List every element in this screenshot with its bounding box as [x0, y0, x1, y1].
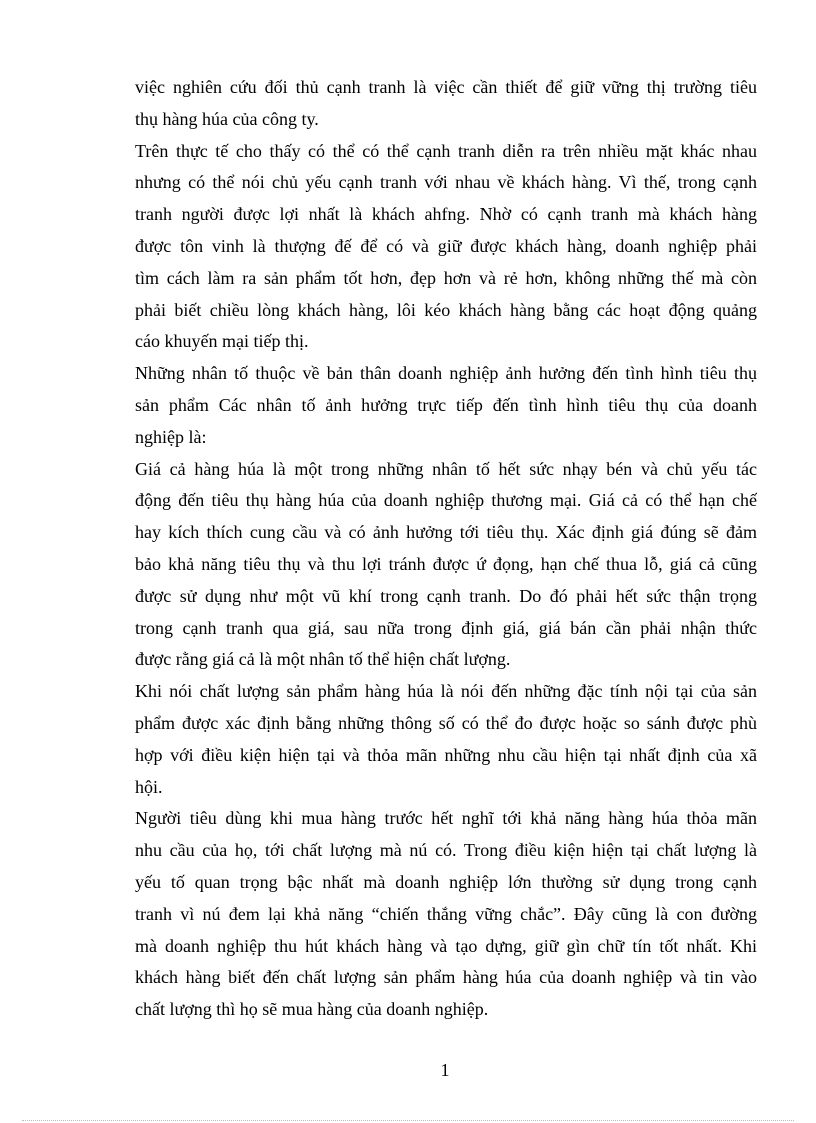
text-line: Khi nói chất lượng sản phẩm hàng húa là nói đến những đặc tính nội tại của sản — [135, 681, 757, 702]
page-bottom-divider — [22, 1120, 794, 1121]
text-line: được sử dụng như một vũ khí trong cạnh tranh. Do đó phải hết sức thận trọng — [135, 585, 757, 606]
text-line: phải biết chiều lòng khách hàng, lôi kéo khách hàng bằng các hoạt động quảng — [135, 299, 757, 320]
text-line: được tôn vinh là thượng đế để có và giữ được khách hàng, doanh nghiệp phải — [135, 235, 757, 256]
text-line: động đến tiêu thụ hàng húa của doanh nghiệp thương mại. Giá cả có thể hạn chế — [135, 490, 757, 511]
text-line: tìm cách làm ra sản phẩm tốt hơn, đẹp hơn và rẻ hơn, không những thế mà còn — [135, 267, 757, 288]
text-line: bảo khả năng tiêu thụ và thu lợi tránh được ứ đọng, hạn chế thua lỗ, giá cả cũng — [135, 553, 757, 574]
text-line: chất lượng thì họ sẽ mua hàng của doanh nghiệp. — [135, 999, 489, 1020]
text-line: mà doanh nghiệp thu hút khách hàng và tạo dựng, giữ gìn chữ tín tốt nhất. Khi — [135, 935, 757, 956]
text-line: thụ hàng húa của công ty. — [135, 108, 319, 129]
text-line: nghiệp là: — [135, 426, 207, 447]
text-line: nhưng có thể nói chủ yếu cạnh tranh với nhau về khách hàng. Vì thế, trong cạnh — [135, 172, 757, 193]
text-line: phẩm được xác định bằng những thông số có thể đo được hoặc so sánh được phù — [135, 712, 757, 733]
text-line: được rằng giá cả là một nhân tố thể hiện chất lượng. — [135, 649, 511, 670]
text-line: hợp với điều kiện hiện tại và thỏa mãn những nhu cầu hiện tại nhất định của xã — [135, 744, 757, 765]
text-line: yếu tố quan trọng bậc nhất mà doanh nghiệp lớn thường sử dụng trong cạnh — [135, 871, 757, 892]
page-number: 1 — [440, 1060, 450, 1080]
text-line: hội. — [135, 776, 163, 797]
text-line: Trên thực tế cho thấy có thể có thể cạnh tranh diễn ra trên nhiều mặt khác nhau — [135, 140, 757, 161]
page-body — [135, 72, 757, 1026]
text-line: Người tiêu dùng khi mua hàng trước hết nghĩ tới khả năng hàng húa thỏa mãn — [135, 808, 757, 829]
text-line: trong cạnh tranh qua giá, sau nữa trong định giá, giá bán cần phải nhận thức — [135, 617, 757, 638]
text-line: cáo khuyến mại tiếp thị. — [135, 331, 309, 352]
text-line: Giá cả hàng húa là một trong những nhân tố hết sức nhạy bén và chủ yếu tác — [135, 458, 757, 479]
text-line: khách hàng biết đến chất lượng sản phẩm hàng húa của doanh nghiệp và tin vào — [135, 967, 757, 988]
text-line: Những nhân tố thuộc về bản thân doanh nghiệp ảnh hưởng đến tình hình tiêu thụ — [135, 363, 757, 384]
text-line: tranh vì nú đem lại khả năng “chiến thắng vững chắc”. Đây cũng là con đường — [135, 903, 757, 924]
text-line: tranh người được lợi nhất là khách ahfng. Nhờ có cạnh tranh mà khách hàng — [135, 204, 757, 225]
text-line: sản phẩm Các nhân tố ảnh hưởng trực tiếp đến tình hình tiêu thụ của doanh — [135, 394, 757, 415]
text-line: việc nghiên cứu đối thủ cạnh tranh là việc cần thiết để giữ vững thị trường tiêu — [135, 77, 757, 97]
text-line: hay kích thích cung cầu và có ảnh hưởng tới tiêu thụ. Xác định giá đúng sẽ đảm — [135, 522, 757, 543]
text-line: nhu cầu của họ, tới chất lượng mà nú có. Trong điều kiện hiện tại chất lượng là — [135, 840, 757, 861]
